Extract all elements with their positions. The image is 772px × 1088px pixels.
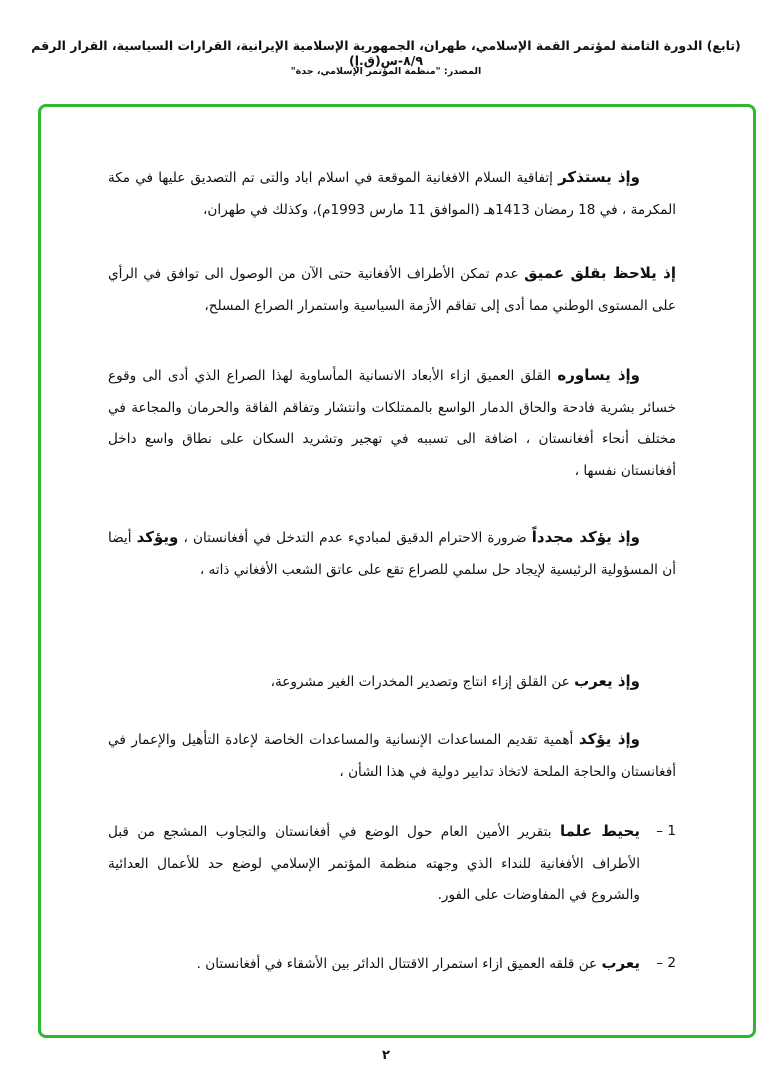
paragraph-lead: إذ يلاحظ بقلق عميق [524, 264, 676, 282]
page-number: ٢ [382, 1048, 390, 1063]
item-number: 2 – [656, 955, 676, 971]
paragraph-body: أهمية تقديم المساعدات الإنسانية والمساعدات الخاصة لإعادة التأهيل والإعمار في أفغانستان والحاجة الملحة لاتخاذ تدابير دولية في هذا الشأن ، [108, 732, 676, 780]
paragraph-body: إتفاقية السلام الافغانية الموقعة في اسلام اباد والتى تم التصديق عليها في مكة المكرمة ، في 18 رمضان 1413هـ (الموافق 11 مارس 1993م)، وكذلك في طهران، [108, 170, 676, 218]
item-lead: يعرب [601, 954, 640, 972]
operative-item-1 [108, 816, 676, 912]
preamble-paragraph-2 [108, 258, 676, 322]
paragraph-body: عن القلق إزاء انتاج وتصدير المخدرات الغير مشروعة، [270, 674, 575, 690]
preamble-paragraph-3 [108, 360, 676, 487]
preamble-paragraph-1 [108, 162, 676, 226]
paragraph-lead: وإذ يؤكد مجدداً [531, 528, 640, 546]
preamble-paragraph-4 [108, 522, 676, 586]
document-header-title: (تابع) الدورة الثامنة لمؤتمر القمة الإسلامي، طهران، الجمهورية الإسلامية الإيرانية، القرارات السياسية، القرار الرقم ٨/٩-س(ق.إ) [31, 38, 741, 68]
paragraph-lead-2: ويؤكد [136, 528, 179, 546]
paragraph-body: القلق العميق ازاء الأبعاد الانسانية المأساوية لهذا الصراع الذي أدى الى وقوع خسائر بشرية فادحة والحاق الدمار الواسع بالممتلكات وانتشار وتفاقم الفاقة والحرمان والمجاعة في مختلف أنحاء أفغانستان ، اضافة الى تسببه في تهجير وتشريد السكان على نطاق واسع داخل أفغانستان نفسها ، [108, 368, 676, 479]
item-number: 1 – [656, 823, 676, 839]
paragraph-body-2: أيضا أن المسؤولية الرئيسية لإيجاد حل سلمي للصراع تقع على عاتق الشعب الأفغاني ذاته ، [108, 530, 676, 578]
paragraph-lead: وإذ يعرب [574, 672, 640, 690]
item-body: بتقرير الأمين العام حول الوضع في أفغانستان والتجاوب المشجع من قبل الأطراف الأفغانية للنداء الذي وجهته منظمة المؤتمر الإسلامي لوضع حد للأعمال العدائية والشروع في المفاوضات على الفور. [108, 824, 640, 903]
preamble-paragraph-5 [108, 666, 676, 699]
paragraph-lead: وإذ يؤكد [578, 730, 640, 748]
document-source: المصدر: "منظمة المؤتمر الإسلامي، جدة" [290, 66, 482, 77]
paragraph-body: عدم تمكن الأطراف الأفغانية حتى الآن من الوصول الى توافق في الرأي على المستوى الوطني مما أدى إلى تفاقم الأزمة السياسية واستمرار الصراع المسلح، [108, 266, 676, 314]
operative-item-2 [108, 948, 676, 981]
paragraph-body: ضرورة الاحترام الدقيق لمباديء عدم التدخل في أفغانستان ، [183, 530, 532, 546]
paragraph-lead: وإذ يستذكر [558, 168, 641, 186]
paragraph-lead: وإذ يساوره [557, 366, 641, 384]
preamble-paragraph-6 [108, 724, 676, 788]
item-body: عن قلقه العميق ازاء استمرار الاقتتال الدائر بين الأشقاء في أفغانستان . [196, 956, 602, 972]
item-lead: يحيط علما [559, 822, 640, 840]
